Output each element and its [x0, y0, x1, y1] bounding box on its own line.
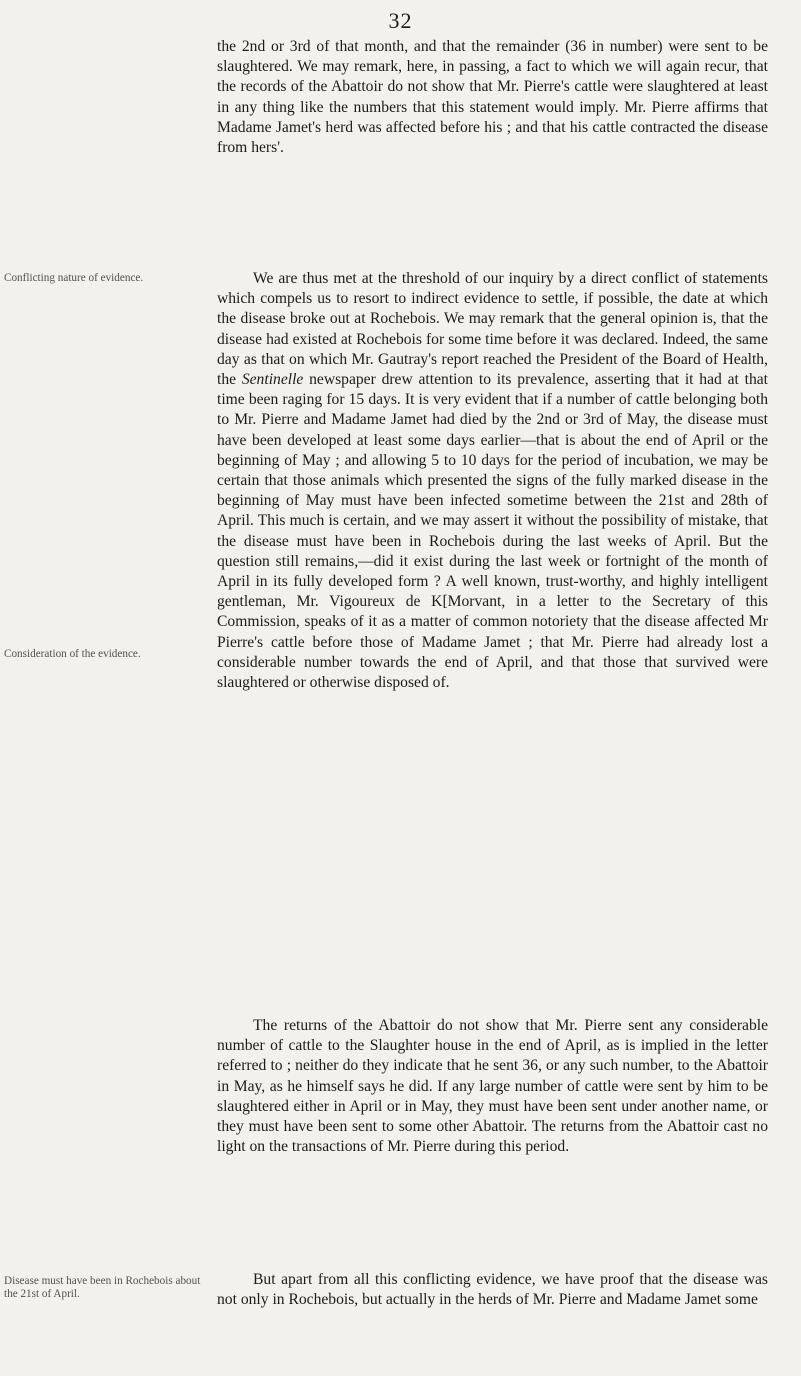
margin-note-consideration-of-evidence: Consideration of the evidence. — [4, 648, 141, 660]
body-paragraph-4: But apart from all this conflicting evidence, we have proof that the disease was not only in Rochebois, but actually in the herds of Mr. Pierre and Madame Jamet some — [217, 1271, 768, 1309]
newspaper-title: Sentinelle — [241, 371, 304, 389]
body-paragraph-1: the 2nd or 3rd of that month, and that the remainder (36 in number) were sent to be slaughtered. We may remark, here, in passing, a fact to which we will again recur, that the records of the Abattoir do not show that Mr. Pierre's cattle were slaughtered at least in any thing like the numbers that this statement would imply. Mr. Pierre affirms that Madame Jamet's herd was affected before his ; and that his cattle contracted the disease from hers'. — [217, 38, 768, 157]
paragraph-2-text-end: newspaper drew attention to its prevalence, asserting that it had at that time been raging for 15 days. It is very evident that if a number of cattle belonging both to Mr. Pierre and Madame Jamet had died by the 2nd or 3rd of May, the disease must have been developed at least some days earlier—that is about the end of April or the beginning of May ; and allowing 5 to 10 days for the period of incubation, we may be certain that those animals which presented the signs of the fully marked disease in the beginning of May must have been infected sometime between the 21st and 28th of April. This much is certain, and we may assert it without the possibility of mistake, that the disease must have been in Rochebois during the last weeks of April. But the question still remains,—did it exist during the last week or fortnight of the month of April in its fully developed form ? A well known, trust-worthy, and highly intelligent gentleman, Mr. Vigoureux de K[Morvant, in a letter to the Secretary of this Commission, speaks of it as a matter of common notoriety that the disease affected Mr Pierre's cattle before those of Madame Jamet ; that Mr. Pierre had already lost a considerable number towards the end of April, and that those that survived were slaughtered or otherwise disposed of. — [217, 371, 769, 692]
body-paragraph-2 — [217, 269, 768, 693]
margin-note-conflicting-evidence: Conflicting nature of evidence. — [4, 272, 144, 284]
body-paragraph-3: The returns of the Abattoir do not show that Mr. Pierre sent any considerable number of cattle to the Slaughter house in the end of April, as is implied in the letter referred to ; neither do they indicate that he sent 36, or any such number, to the Abattoir in May, as he himself says he did. If any large number of cattle were sent by him to be slaughtered either in April or in May, they must have been sent under another name, or they must have been sent to some other Abattoir. The returns from the Abattoir cast no light on the transactions of Mr. Pierre during this period. — [217, 1017, 768, 1156]
page-number: 32 — [388, 8, 413, 33]
margin-note-disease-date: Disease must have been in Rochebois about the 21st of April. — [4, 1275, 201, 1300]
paragraph-2-text-start: We are thus met at the threshold of our inquiry by a direct conflict of statements which compels us to resort to indirect evidence to settle, if possible, the date at which the disease broke out at Rochebois. We may remark that the general opinion is, that the disease had existed at Rochebois for some time before it was declared. Indeed, the same day as that on which Mr. Gautray's report reached the President of the Board of Health, the — [217, 270, 768, 389]
